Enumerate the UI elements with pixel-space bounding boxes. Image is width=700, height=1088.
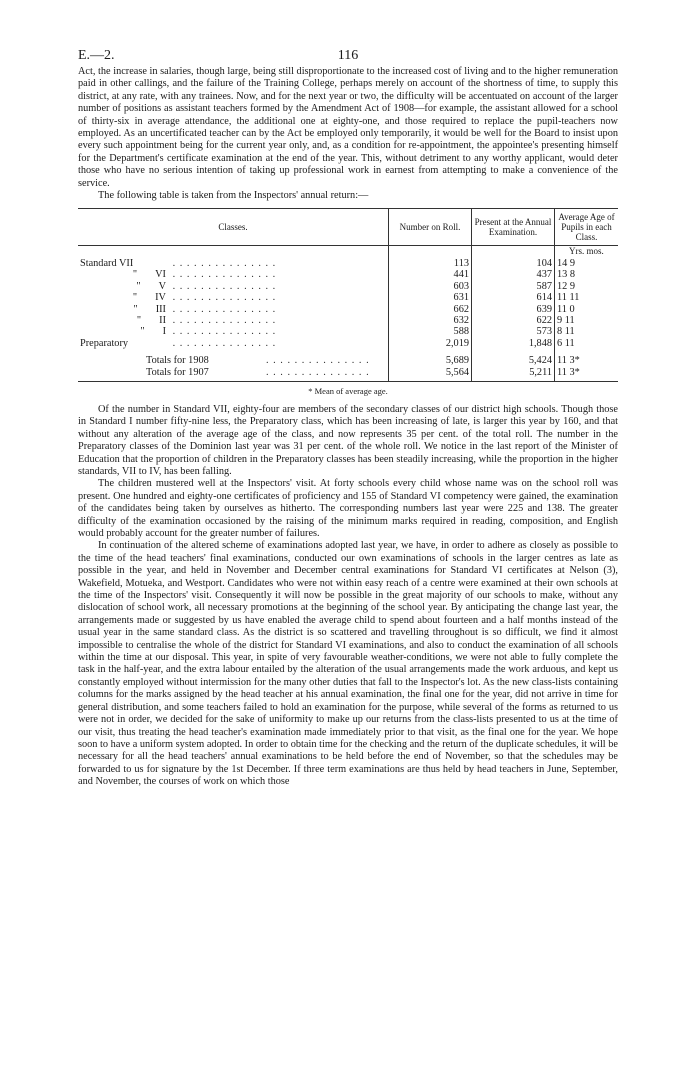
class-label: I [162,326,166,338]
present-value: 5,211 [472,367,555,382]
units-row [78,246,618,258]
age-value: 14 9 [555,258,619,269]
age-value: 11 0 [555,304,619,315]
age-value: 11 3* [555,355,619,366]
roll-value: 632 [389,315,472,326]
ditto-mark: " [136,280,141,292]
table-row: Preparatory . . . . . . . . . . . . . . . 2,019 1,848 6 11 [78,338,618,349]
present-value: 1,848 [472,338,555,349]
header-roll: Number on Roll. [389,209,472,246]
age-value: 13 8 [555,269,619,280]
paragraph-mustered: The children mustered well at the Inspectors' visit. At forty schools every child whose name was on the school roll was present. One hundred and eighty-one certificates of proficiency and 155 of Standard VI competency were gained, the examination of the candidates being taken by ourselves as hitherto. The corresponding numbers last year were 225 and 138. The greater difficulty of the examination occasioned by the raising of the minimum marks required in reading, composition, and English would probably account for the greater number of failures. [78,478,618,539]
age-value: 6 11 [555,338,619,349]
age-value: 9 11 [555,315,619,326]
roll-value: 631 [389,292,472,303]
present-value: 437 [472,269,555,280]
roll-value: 2,019 [389,338,472,349]
ditto-mark: " [132,269,138,281]
roll-value: 603 [389,281,472,292]
class-label: III [155,303,166,315]
ditto-mark: " [136,314,142,326]
header-classes: Classes. [78,209,389,246]
present-value: 5,424 [472,355,555,366]
table-row: " V . . . . . . . . . . . . . . . 603 587 12 9 [78,281,618,292]
class-label: II [159,314,166,326]
document-page [78,44,618,789]
report-code: E.—2. [78,48,115,63]
table-footnote: * Mean of average age. [308,385,388,396]
ditto-mark: " [140,326,145,338]
header-age: Average Age of Pupils in each Class. [555,209,619,246]
page-header [78,44,618,66]
page-number: 116 [337,48,359,63]
roll-value: 113 [389,258,472,269]
roll-value: 588 [389,326,472,337]
age-units: Yrs. mos. [555,246,619,258]
present-value: 104 [472,258,555,269]
age-value: 8 11 [555,326,619,337]
present-value: 622 [472,315,555,326]
class-label: Preparatory [80,337,129,349]
table-row: " III . . . . . . . . . . . . . . . 662 639 11 0 [78,304,618,315]
table-row: Standard VII . . . . . . . . . . . . . . . 113 104 14 9 [78,258,618,269]
present-value: 639 [472,304,555,315]
totals-row: Totals for 1908 . . . . . . . . . . . . . . . 5,689 5,424 11 3* [78,355,618,366]
roll-value: 5,564 [389,367,472,382]
class-label: V [158,280,166,292]
table-row: " IV . . . . . . . . . . . . . . . 631 614 11 11 [78,292,618,303]
table-row: " II . . . . . . . . . . . . . . . 632 622 9 11 [78,315,618,326]
ditto-mark: " [133,303,138,315]
paragraph-standard: Of the number in Standard VII, eighty-four are members of the secondary classes of our district high schools. Though those in Standard I number fifty-nine less, the Preparatory class, which has been increasing of late, is larger this year by 160, and that without any alteration of the average age of the class, and now represents 35 per cent. of the total roll. The number in the Preparatory classes of the Dominion last year was 31 per cent. of the whole roll. We notice in the last report of the Minister of Education that the proportion of children in the Preparatory classes has been steadily increasing, while the proportion in the higher standards, VII to IV, has been falling. [78,403,618,477]
paragraph-table-intro: The following table is taken from the Inspectors' annual return:— [98,190,369,202]
totals-label: Totals for 1907 [146,366,209,378]
present-value: 587 [472,281,555,292]
paragraph-continuation: In continuation of the altered scheme of examinations adopted last year, we have, in order to adhere as closely as possible to the time of the head teachers' final examinations, conducted our own examinations of schools in the larger centres as late as possible in the year, and held in November and December central examinations for Standard VI certificates at Nelson (3), Wakefield, Motueka, and Westport. Candidates who were not within easy reach of a centre were examined at their own schools at the time of the Inspectors' visit. Consequently it will now be possible in the great majority of our schools to make, without any dislocation of school work, all necessary promotions at the beginning of the school year. By anticipating the change last year, the arrangements made or suggested by us have enabled the average child to spend about fourteen and a half months instead of the usual year in the same standard class. As the district is so scattered and travelling throughout is so difficult, we find it almost impossible to centralise the whole of the district for Standard VI examinations, and also to conduct the examination of all schools within the time at our disposal. This year, in spite of very favourable weather-conditions, we were not able to fully complete the task in the half-year, and the extra labour entailed by the alteration of the usual arrangements made the work arduous, and kept us constantly employed without intermission for the many other duties that fall to the Inspector's lot. As the new class-lists containing columns for the marks assigned by the head teacher at his annual examination, the final one for the year, did not arrive in time for general distribution, and some teachers failed to hold an examination for the purpose, while several of the forms as returned to us were not in order, we decided for the sake of uniformity to make up our returns from the class-lists presented to us at the time of our visit, thus treating the head teacher's examination made immediately prior to that visit, as the final one for the year. We hope soon to have a uniform system adopted. In order to obtain time for the checking and the return of the duplicate schedules, it will be necessary for all the head teachers' annual examinations to be held before the end of November, so that the schedules may be forwarded to us for signature by the 1st December. If three term examinations are thus held by head teachers in June, September, and November, the courses of work on which those [78,540,618,788]
totals-row: Totals for 1907 . . . . . . . . . . . . . . . 5,564 5,211 11 3* [78,367,618,382]
header-present: Present at the Annual Examination. [472,209,555,246]
class-statistics-table [78,208,618,381]
roll-value: 5,689 [389,355,472,366]
age-value: 12 9 [555,281,619,292]
table-row: " I . . . . . . . . . . . . . . . 588 573 8 11 [78,326,618,337]
class-label: IV [155,292,166,304]
class-label: Standard VII [80,257,134,269]
present-value: 573 [472,326,555,337]
table-header-row [78,209,618,246]
table-row: " VI . . . . . . . . . . . . . . . 441 437 13 8 [78,269,618,280]
roll-value: 441 [389,269,472,280]
paragraph-intro: Act, the increase in salaries, though large, being still disproportionate to the increased cost of living and to the higher remuneration paid in other callings, and the failure of the Training College, perhaps merely on account of the shortness of time, to supply this district, at any rate, with any trainees. Now, and for the next year or two, the difficulty will be accentuated on account of the larger number of positions as assistant teachers formed by the Amendment Act of 1908—for example, the assistant allowed for a school of thirty-six in average attendance, the additional one at eighty-one, and those required to replace the pupil-teachers now employed. As an uncertificated teacher can by the Act be employed only temporarily, it would be well for the Board to insist upon every such appointment being for the current year only, and, as a condition for re-appointment, the appointee's presenting himself for the Department's certificate examination at the end of the year. This, without detriment to any worthy applicant, would deter those who have no serious intention of taking up professional work in earnest from attempting to make a convenience of the service. [78,66,618,189]
age-value: 11 11 [555,292,619,303]
age-value: 11 3* [555,367,619,382]
ditto-mark: " [132,292,138,304]
roll-value: 662 [389,304,472,315]
present-value: 614 [472,292,555,303]
class-label: VI [155,269,166,281]
totals-label: Totals for 1908 [146,355,209,367]
